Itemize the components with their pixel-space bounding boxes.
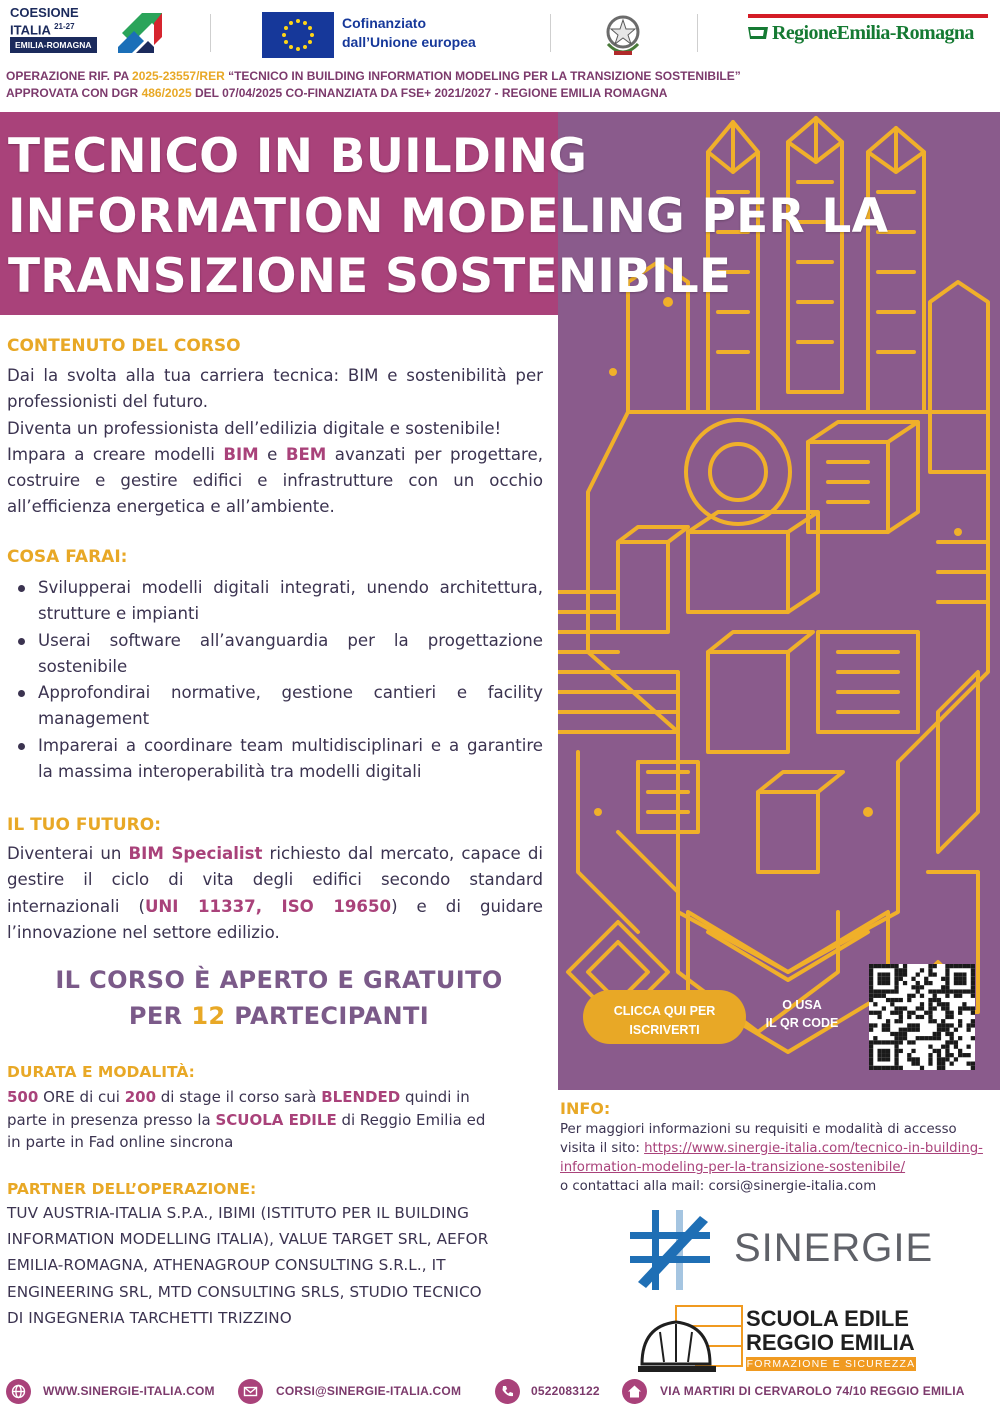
- footer-address: VIA MARTIRI DI CERVAROLO 74/10 REGGIO EMILIA: [660, 1384, 965, 1398]
- section-heading-contenuto: CONTENUTO DEL CORSO: [7, 336, 241, 356]
- list-item: Svilupperai modelli digitali integrati, unendo architettura, strutture e impianti: [7, 575, 543, 628]
- coesione-region: EMILIA-ROMAGNA: [10, 37, 97, 53]
- section-heading-info: INFO:: [560, 1099, 611, 1118]
- activities-list: [7, 575, 543, 785]
- coesione-italia-logo: [10, 6, 180, 60]
- eu-flag-icon: [262, 12, 334, 58]
- course-title: TECNICO IN BUILDING INFORMATION MODELING PER LA TRANSIZIONE SOSTENIBILE: [8, 129, 889, 304]
- qr-code-icon: [869, 964, 975, 1070]
- info-text: Per maggiori informazioni su requisiti e modalità di accesso visita il sito: https://www.sinergie-italia.com/tecnico-in-building- information-modeling-per-la-transizione-sostenibile/ o contattaci alla mail: corsi@sinergie-italia.com: [560, 1122, 983, 1194]
- footer-phone[interactable]: 0522083122: [531, 1384, 600, 1398]
- footer-contacts: [0, 1372, 1000, 1410]
- footer-email[interactable]: CORSI@SINERGIE-ITALIA.COM: [276, 1384, 462, 1398]
- coesione-arrow-icon: [114, 7, 172, 57]
- operation-reference: OPERAZIONE RIF. PA 2025-23557/RER “TECNICO IN BUILDING INFORMATION MODELING PER LA TRANSIZIONE SOSTENIBILE” APPROVATA CON DGR 486/2025 DEL 07/04/2025 CO-FINANZIATA DA FSE+ 2021/2027 - REGIONE EMILIA ROMAGNA: [6, 69, 741, 100]
- header-logos: [0, 0, 1000, 66]
- logo-divider: [210, 14, 211, 52]
- logo-divider: [550, 14, 551, 52]
- home-icon: [622, 1379, 647, 1404]
- coesione-line2: ITALIA $^{21-27}$: [10, 22, 75, 38]
- section-heading-durata: DURATA E MODALITÀ:: [7, 1063, 195, 1081]
- section-heading-futuro: IL TUO FUTURO:: [7, 815, 162, 835]
- free-course-banner: IL CORSO È APERTO E GRATUITO PER 12 PARTECIPANTI: [55, 966, 503, 1030]
- logo-divider: [697, 14, 698, 52]
- course-link-continued[interactable]: information-modeling-per-la-transizione-sostenibile/: [560, 1160, 906, 1175]
- scuola-edile-helmet-icon: [636, 1302, 746, 1382]
- qr-hint: O USA IL QR CODE: [765, 998, 839, 1030]
- globe-icon: [6, 1379, 31, 1404]
- italian-republic-emblem-icon: [600, 10, 646, 58]
- phone-icon: [495, 1379, 520, 1404]
- sinergie-wordmark: SINERGIE: [734, 1226, 934, 1270]
- scuola-edile-wordmark: SCUOLA EDILE: [746, 1306, 909, 1331]
- scuola-tagline: FORMAZIONE E SICUREZZA: [746, 1358, 916, 1370]
- scuola-city-wordmark: REGGIO EMILIA: [746, 1330, 915, 1355]
- futuro-text: Diventerai un BIM Specialist richiesto dal mercato, capace di gestire il ciclo di vita degli edifici secondo standard internazionali (UNI 11337, ISO 19650) e di guidare l’innovazione nel settore edilizio.: [7, 844, 543, 942]
- mail-icon: [238, 1379, 263, 1404]
- list-item: Userai software all’avanguardia per la progettazione sostenibile: [7, 628, 543, 681]
- footer-website[interactable]: WWW.SINERGIE-ITALIA.COM: [43, 1384, 215, 1398]
- course-link[interactable]: https://www.sinergie-italia.com/tecnico-in-building-: [644, 1141, 983, 1156]
- section-heading-cosa-farai: COSA FARAI:: [7, 547, 128, 567]
- contact-email[interactable]: corsi@sinergie-italia.com: [708, 1179, 877, 1194]
- register-button[interactable]: CLICCA QUI PER ISCRIVERTI: [583, 990, 746, 1044]
- eu-cofinanced-text: Cofinanziato dall’Unione europea: [342, 15, 476, 50]
- sinergie-logo-icon: [630, 1210, 716, 1290]
- contenuto-text: Dai la svolta alla tua carriera tecnica: BIM e sostenibilità per professionisti del futuro. Diventa un professionista dell’edilizia digitale e sostenibile! Impara a creare modelli BIM e BEM avanzati per progettare, costruire e gestire edifici e infrastrutture con un occhio all’efficienza energetica e all’ambiente.: [7, 366, 543, 517]
- regione-flag-icon: [748, 25, 768, 41]
- durata-text: 500 ORE di cui 200 di stage il corso sarà BLENDED quindi in parte in presenza presso la SCUOLA EDILE di Reggio Emilia ed in parte in Fad online sincrona: [7, 1088, 486, 1151]
- partners-list: TUV AUSTRIA-ITALIA S.P.A., IBIMI (ISTITUTO PER IL BUILDING INFORMATION MODELLING ITALIA), VALUE TARGET SRL, AEFOR EMILIA-ROMAGNA, ATHENAGROUP CONSULTING S.R.L., IT ENGINEERING SRL, MTD CONSULTING SRLS, STUDIO TECNICO DI INGEGNERIA TARCHETTI TRIZZINO: [7, 1204, 489, 1327]
- coesione-line1: COESIONE: [10, 5, 79, 20]
- list-item: Imparerai a coordinare team multidisciplinari e a garantire la massima interoperabilità tra modelli digitali: [7, 733, 543, 786]
- regione-emilia-romagna-logo: RegioneEmilia-Romagna: [748, 14, 988, 45]
- qr-code[interactable]: [869, 964, 975, 1070]
- section-heading-partners: PARTNER DELL’OPERAZIONE:: [7, 1180, 257, 1198]
- list-item: Approfondirai normative, gestione cantieri e facility management: [7, 680, 543, 733]
